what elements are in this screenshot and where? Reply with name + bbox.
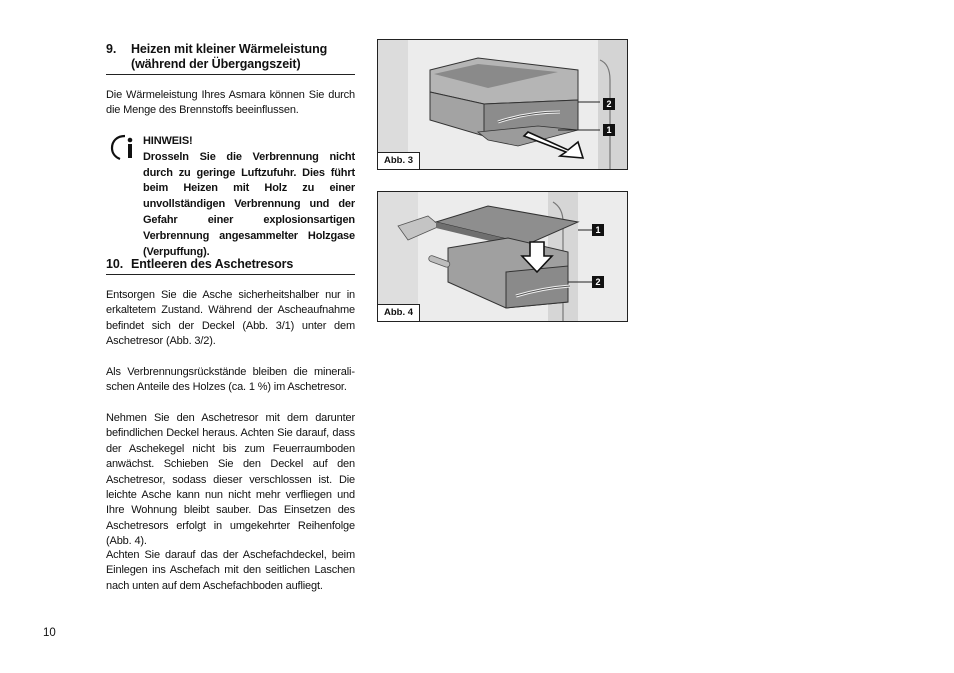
hinweis-label: HINWEIS! (143, 135, 193, 147)
section-10-paragraph-3: Nehmen Sie den Aschetresor mit dem darunter befindlichen Deckel heraus. Achten Sie darauf, dass der Aschekegel nicht bis zum Feuerraumboden anwächst. Schieben Sie den Deckel auf den Aschetresor, sodass dieser verschlossen ist. Die leichte Asche kann nun nicht mehr verfliegen und Ihre Wohnung bleibt sauber. Das Einsetzen des Aschetresors erfolgt in umgekehrter Reihenfolge (Abb. 4). (106, 412, 355, 548)
figure-4-callout-2: 2 (592, 276, 604, 288)
page-number: 10 (43, 627, 56, 639)
section-9-heading (106, 42, 355, 72)
section-9-paragraph: Die Wärmeleistung Ihres Asmara können Sie durch die Menge des Brennstoffs beeinflussen. (106, 89, 355, 117)
section-10-title: Entleeren des Aschetresors (131, 257, 294, 271)
section-10-paragraph-4: Achten Sie darauf das der Aschefachdeckel, beim Einlegen ins Aschefach mit den seitlichen Laschen nach unten auf dem Aschefachboden aufliegt. (106, 549, 355, 592)
section-10-paragraph-1: Entsorgen Sie die Asche sicherheitshalber nur in erkaltetem Zustand. Während der Ascheaufnahme befindet sich der Deckel (Abb. 3/1) unter dem Aschetresor (Abb. 3/2). (106, 289, 355, 348)
ash-drawer-illustration-insert (378, 192, 627, 321)
figure-3-callout-1: 1 (603, 124, 615, 136)
ash-drawer-illustration-open (378, 40, 627, 169)
section-9-title-line2: (während der Übergangszeit) (131, 57, 301, 71)
section-9-title (131, 42, 327, 72)
hinweis-text: Drosseln Sie die Verbrennung nicht durch zu geringe Luftzufuhr. Dies führt beim Heizen mit Holz zu einer unvollständigen Verbrennung und der Gefahr einer explosionsartigen Verbrennung angesammelter Holzgase (Verpuffung). (143, 150, 355, 258)
section-10-number: 10. (106, 257, 124, 271)
figure-abb-4 (377, 191, 628, 322)
figure-abb-3 (377, 39, 628, 170)
section-9-title-line1: Heizen mit kleiner Wärmeleistung (131, 42, 328, 56)
section-9-rule (106, 74, 355, 75)
section-10-paragraph-2: Als Verbrennungsrückstände bleiben die mineralischen Anteile des Holzes (ca. 1 %) im Aschetresor. (106, 366, 355, 394)
info-icon (109, 133, 141, 161)
section-10-rule (106, 274, 355, 275)
section-10-heading (106, 257, 355, 272)
hinweis-note (143, 134, 355, 260)
figure-4-callout-1: 1 (592, 224, 604, 236)
figure-3-callout-2: 2 (603, 98, 615, 110)
section-9-number: 9. (106, 42, 117, 56)
figure-4-label: Abb. 4 (378, 304, 420, 321)
figure-3-label: Abb. 3 (378, 152, 420, 169)
